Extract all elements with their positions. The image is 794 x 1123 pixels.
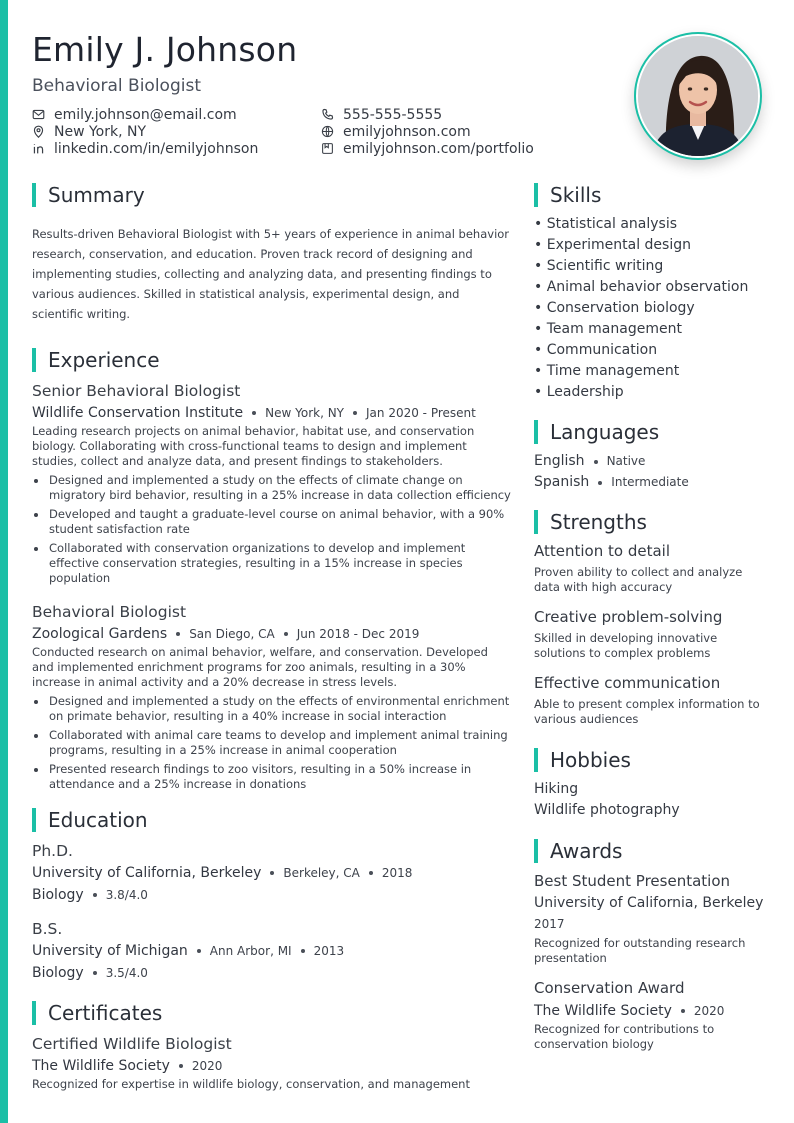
education-meta [32, 940, 512, 962]
achievement-item: Collaborated with animal care teams to develop and implement animal training programs, resulting in a 25% increase in animal cooperation [32, 728, 512, 758]
job-location: New York, NY [265, 406, 345, 420]
award-year: 2017 [534, 917, 565, 931]
job-location: San Diego, CA [189, 627, 275, 641]
awards-list [534, 871, 770, 1052]
separator-dot [594, 460, 598, 464]
skills-list [534, 214, 770, 403]
contact-portfolio-text: emilyjohnson.com/portfolio [343, 140, 534, 157]
award-item [534, 871, 770, 966]
separator-dot [353, 411, 357, 415]
award-org: The Wildlife Society [534, 1003, 672, 1019]
job-company: Zoological Gardens [32, 626, 168, 642]
award-description: Recognized for outstanding research presentation [534, 936, 746, 965]
contact-email-text: emily.johnson@email.com [54, 106, 237, 123]
skill-item: • Communication [534, 342, 658, 358]
language-name: English [534, 453, 585, 469]
award-meta [534, 1000, 770, 1022]
job-achievements [32, 473, 512, 586]
graduation-year: 2018 [381, 866, 413, 880]
achievement-item: Designed and implemented a study on the effects of environmental enrichment on primate behavior, resulting in a 40% increase in social interaction [32, 694, 512, 724]
certificate-entry [32, 1033, 512, 1092]
hobby-item: Wildlife photography [534, 802, 680, 818]
job-meta [32, 402, 512, 424]
job-description: Leading research projects on animal behavior, habitat use, and conservation biology. Collaborating with cross-functional teams to design and implement studies, collect and analyze data, and present findings to stakeholders. [32, 424, 475, 468]
job-achievements [32, 694, 512, 792]
candidate-role: Behavioral Biologist [32, 76, 201, 96]
achievement-item: Developed and taught a graduate-level course on animal behavior, with a 90% student satisfaction rate [32, 507, 512, 537]
education-meta [32, 862, 512, 884]
award-title: Conservation Award [534, 979, 685, 997]
certificate-org: The Wildlife Society [32, 1058, 170, 1074]
language-item [534, 451, 770, 472]
skill-item: • Conservation biology [534, 300, 695, 316]
strength-title: Attention to detail [534, 542, 670, 560]
contact-website[interactable] [321, 123, 611, 140]
portrait-illustration [638, 36, 758, 156]
main-column [32, 183, 512, 1092]
separator-dot [284, 632, 288, 636]
languages-heading: Languages [534, 420, 770, 444]
mail-icon [32, 108, 45, 121]
certificate-description: Recognized for expertise in wildlife biology, conservation, and management [32, 1077, 470, 1091]
school-name: University of Michigan [32, 943, 188, 959]
profile-photo-frame [634, 32, 762, 160]
strength-description: Proven ability to collect and analyze data with high accuracy [534, 565, 743, 594]
job-meta [32, 623, 512, 645]
education-field-line [32, 962, 512, 984]
skills-heading: Skills [534, 183, 770, 207]
strength-item [534, 541, 770, 595]
school-location: Berkeley, CA [283, 866, 360, 880]
graduation-year: 2013 [313, 944, 345, 958]
contact-email[interactable] [32, 106, 321, 123]
separator-dot [93, 971, 97, 975]
certificates-heading: Certificates [32, 1001, 512, 1025]
language-item [534, 472, 770, 493]
strength-title: Creative problem-solving [534, 608, 723, 626]
contact-location [32, 123, 321, 140]
strengths-list [534, 541, 770, 727]
phone-icon [321, 108, 334, 121]
education-heading: Education [32, 808, 512, 832]
separator-dot [176, 632, 180, 636]
separator-dot [252, 411, 256, 415]
job-description: Conducted research on animal behavior, welfare, and conservation. Developed and implemented enrichment programs for zoo animals, resulting in a 30% increase in animal activity and a 20% decrease in stress levels. [32, 645, 488, 689]
strength-item [534, 607, 770, 661]
hobby-item: Hiking [534, 781, 579, 797]
language-name: Spanish [534, 474, 590, 490]
strength-title: Effective communication [534, 674, 721, 692]
summary-heading: Summary [32, 183, 512, 207]
skill-item: • Team management [534, 321, 682, 337]
summary-text: Results-driven Behavioral Biologist with 5+ years of experience in animal behavior research, conservation, and education. Proven track record of designing and implementing studies, collecting and analyzing data, and presenting findings to various audiences. Skilled in statistical analysis, experimental design, and scientific writing. [32, 227, 510, 321]
separator-dot [598, 481, 602, 485]
sidebar-column [534, 183, 770, 1052]
skill-item: • Experimental design [534, 237, 691, 253]
separator-dot [270, 871, 274, 875]
contact-list [32, 106, 612, 157]
skill-item: • Time management [534, 363, 680, 379]
contact-phone[interactable] [321, 106, 611, 123]
job-dates: Jan 2020 - Present [366, 406, 476, 420]
certificate-meta [32, 1055, 512, 1077]
separator-dot [301, 949, 305, 953]
job-entry [32, 380, 512, 586]
location-icon [32, 125, 45, 138]
resume-header [32, 28, 612, 157]
field-of-study: Biology [32, 965, 84, 981]
languages-list [534, 451, 770, 493]
school-location: Ann Arbor, MI [209, 944, 292, 958]
certificate-year: 2020 [191, 1059, 223, 1073]
separator-dot [681, 1009, 685, 1013]
gpa: 3.8/4.0 [105, 888, 148, 902]
strength-description: Skilled in developing innovative solutions to complex problems [534, 631, 718, 660]
field-of-study: Biology [32, 887, 84, 903]
globe-icon [321, 125, 334, 138]
separator-dot [93, 893, 97, 897]
skill-item: • Animal behavior observation [534, 279, 749, 295]
skill-item: • Statistical analysis [534, 216, 678, 232]
job-entry [32, 601, 512, 792]
education-entry [32, 840, 512, 906]
contact-website-text: emilyjohnson.com [343, 123, 471, 140]
portfolio-icon [321, 142, 334, 155]
language-level: Native [606, 454, 646, 468]
contact-location-text: New York, NY [54, 123, 147, 140]
awards-heading: Awards [534, 839, 770, 863]
contact-linkedin[interactable] [32, 140, 321, 157]
accent-bar [0, 0, 8, 1123]
education-field-line [32, 884, 512, 906]
education-entry [32, 918, 512, 984]
hobbies-heading: Hobbies [534, 748, 770, 772]
strength-item [534, 673, 770, 727]
skill-item: • Scientific writing [534, 258, 664, 274]
award-item [534, 978, 770, 1052]
achievement-item: Presented research findings to zoo visitors, resulting in a 50% increase in attendance and a 25% increase in donations [32, 762, 512, 792]
hobbies-list [534, 779, 770, 821]
award-title: Best Student Presentation [534, 872, 731, 890]
contact-portfolio[interactable] [321, 140, 611, 157]
separator-dot [179, 1064, 183, 1068]
profile-photo [638, 36, 758, 156]
degree: Ph.D. [32, 842, 73, 860]
language-level: Intermediate [611, 475, 689, 489]
separator-dot [197, 949, 201, 953]
achievement-item: Collaborated with conservation organizations to develop and implement effective conservation strategies, resulting in a 15% increase in species population [32, 541, 512, 586]
certificate-name: Certified Wildlife Biologist [32, 1035, 232, 1053]
strengths-heading: Strengths [534, 510, 770, 534]
linkedin-icon [32, 142, 45, 155]
strength-description: Able to present complex information to various audiences [534, 697, 760, 726]
separator-dot [369, 871, 373, 875]
job-dates: Jun 2018 - Dec 2019 [296, 627, 420, 641]
gpa: 3.5/4.0 [105, 966, 148, 980]
award-description: Recognized for contributions to conservation biology [534, 1022, 715, 1051]
school-name: University of California, Berkeley [32, 865, 262, 881]
job-title: Behavioral Biologist [32, 603, 187, 621]
award-year: 2020 [693, 1004, 725, 1018]
contact-linkedin-text: linkedin.com/in/emilyjohnson [54, 140, 259, 157]
award-org: University of California, Berkeley [534, 895, 764, 911]
contact-phone-text: 555-555-5555 [343, 106, 443, 123]
achievement-item: Designed and implemented a study on the effects of climate change on migratory bird behavior, resulting in a 25% increase in data collection efficiency [32, 473, 512, 503]
job-company: Wildlife Conservation Institute [32, 405, 244, 421]
experience-heading: Experience [32, 348, 512, 372]
job-title: Senior Behavioral Biologist [32, 382, 241, 400]
skill-item: • Leadership [534, 384, 624, 400]
candidate-name: Emily J. Johnson [32, 30, 298, 69]
degree: B.S. [32, 920, 63, 938]
